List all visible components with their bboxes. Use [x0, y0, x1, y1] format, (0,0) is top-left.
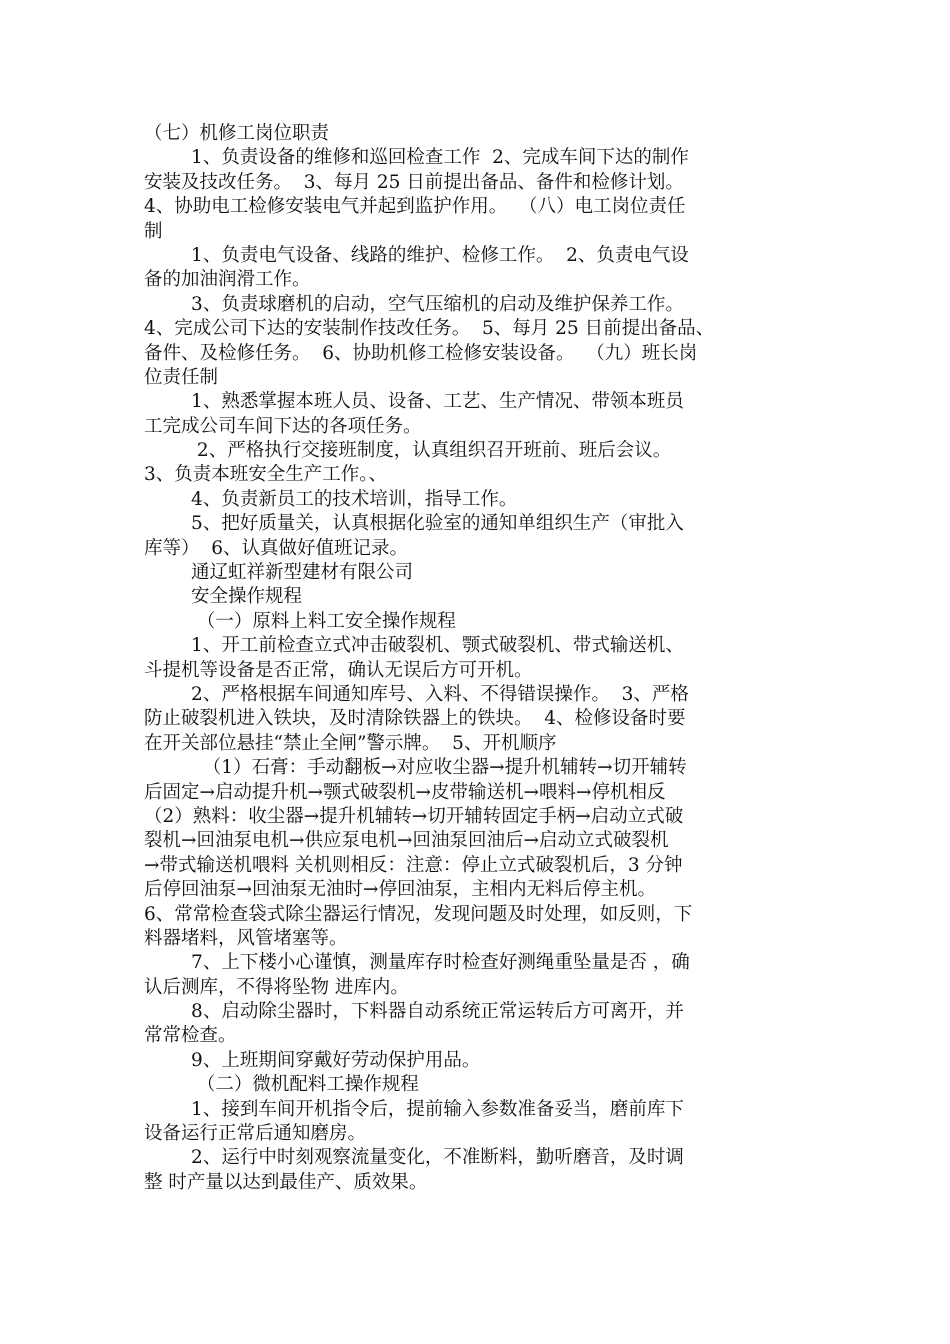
- text-line: 在开关部位悬挂“禁止全闸”警示牌。 5、开机顺序: [144, 732, 557, 754]
- text-line: 1、熟悉掌握本班人员、设备、工艺、生产情况、带领本班员: [144, 391, 684, 413]
- text-line: 9、上班期间穿戴好劳动保护用品。: [144, 1049, 481, 1071]
- text-line: 防止破裂机进入铁块，及时清除铁器上的铁块。 4、检修设备时要: [144, 708, 686, 730]
- text-line: 备件、及检修任务。 6、协助机修工检修安装设备。 （九）班长岗: [144, 342, 698, 364]
- text-line: 通辽虹祥新型建材有限公司: [144, 562, 414, 584]
- text-line: 后停回油泵→回油泵无油时→停回油泵，主相内无料后停主机。: [144, 879, 657, 901]
- text-line: 7、上下楼小心谨慎，测量库存时检查好测绳重坠量是否 ，确: [144, 952, 690, 974]
- text-line: 斗提机等设备是否正常，确认无误后方可开机。: [144, 659, 533, 681]
- text-line: 安全操作规程: [144, 586, 303, 608]
- text-line: 1、负责设备的维修和巡回检查工作 2、完成车间下达的制作: [144, 147, 689, 169]
- text-line: 常常检查。: [144, 1025, 237, 1047]
- text-line: （一）原料上料工安全操作规程: [144, 610, 456, 632]
- text-line: 认后测库，不得将坠物 进库内。: [144, 976, 409, 998]
- text-line: 2、严格根据车间通知库号、入料、不得错误操作。 3、严格: [144, 683, 689, 705]
- text-line: 备的加油润滑工作。: [144, 269, 311, 291]
- text-line: （1）石膏：手动翻板→对应收尘器→提升机辅转→切开辅转: [144, 757, 687, 779]
- text-line: 5、把好质量关，认真根据化验室的通知单组织生产（审批入: [144, 513, 684, 535]
- text-line: （七）机修工岗位职责: [144, 123, 330, 144]
- text-line: 设备运行正常后通知磨房。: [144, 1123, 367, 1145]
- text-line: 3、负责本班安全生产工作。、: [144, 464, 388, 486]
- text-line: 裂机→回油泵电机→供应泵电机→回油泵回油后→启动立式破裂机: [144, 830, 669, 852]
- text-line: 4、协助电工检修安装电气并起到监护作用。 （八）电工岗位责任: [144, 196, 686, 218]
- text-line: （2）熟料：收尘器→提升机辅转→切开辅转固定手柄→启动立式破: [144, 805, 684, 827]
- text-line: →带式输送机喂料 关机则相反：注意：停止立式破裂机后，3 分钟: [144, 854, 683, 876]
- text-line: 1、负责电气设备、线路的维护、检修工作。 2、负责电气设: [144, 244, 689, 266]
- text-line: 库等） 6、认真做好值班记录。: [144, 537, 409, 559]
- text-line: 1、开工前检查立式冲击破裂机、颚式破裂机、带式输送机、: [144, 635, 684, 657]
- text-line: 工完成公司车间下达的各项任务。: [144, 415, 422, 437]
- text-line: 位责任制: [144, 366, 219, 388]
- text-line: 2、严格执行交接班制度，认真组织召开班前、班后会议。: [144, 440, 672, 462]
- text-line: （二）微机配料工操作规程: [144, 1074, 419, 1096]
- text-line: 整 时产量以达到最佳产、质效果。: [144, 1171, 428, 1193]
- text-line: 8、启动除尘器时，下料器自动系统正常运转后方可离开，并: [144, 1001, 684, 1023]
- text-line: 1、接到车间开机指令后，提前输入参数准备妥当，磨前库下: [144, 1098, 684, 1120]
- text-line: 安装及技改任务。 3、每月 25 日前提出备品、备件和检修计划。: [144, 171, 684, 193]
- document-body: [144, 122, 812, 1195]
- text-line: 6、常常检查袋式除尘器运行情况，发现问题及时处理，如反则，下: [144, 903, 693, 925]
- text-line: 制: [144, 220, 163, 242]
- text-line: 料器堵料，风管堵塞等。: [144, 927, 348, 949]
- text-line: 4、负责新员工的技术培训，指导工作。: [144, 488, 518, 510]
- text-line: 2、运行中时刻观察流量变化，不准断料，勤听磨音，及时调: [144, 1147, 684, 1169]
- text-line: 后固定→启动提升机→颚式破裂机→皮带输送机→喂料→停机相反: [144, 781, 666, 803]
- text-line: 4、完成公司下达的安装制作技改任务。 5、每月 25 日前提出备品、: [144, 318, 715, 340]
- text-line: 3、负责球磨机的启动，空气压缩机的启动及维护保养工作。: [144, 293, 684, 315]
